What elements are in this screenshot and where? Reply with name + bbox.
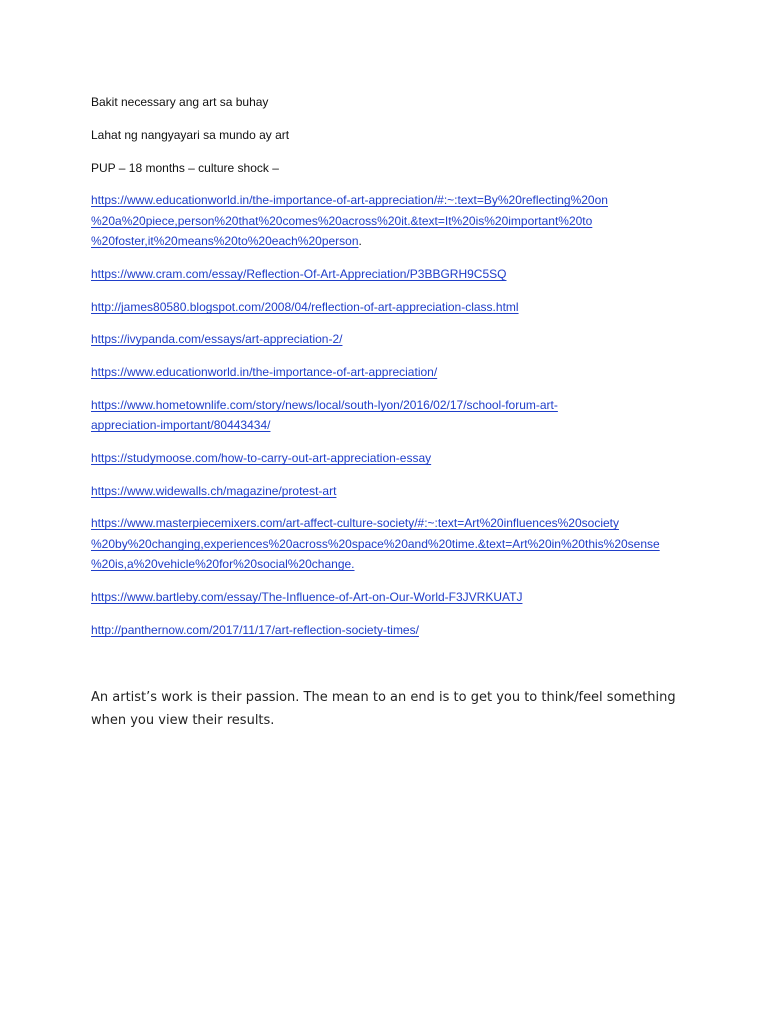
link-educationworld-full[interactable]: https://www.educationworld.in/the-importance-of-art-appreciation/#:~:text=By%20reflecting%20on — [91, 193, 608, 207]
heading-pup: PUP – 18 months – culture shock – — [91, 161, 279, 175]
link-panthernow[interactable]: http://panthernow.com/2017/11/17/art-reflection-society-times/ — [91, 623, 419, 637]
link-educationworld-full[interactable]: %20foster,it%20means%20to%20each%20person — [91, 234, 359, 248]
link-blogspot[interactable]: http://james80580.blogspot.com/2008/04/reflection-of-art-appreciation-class.html — [91, 300, 519, 314]
link-bartleby[interactable]: https://www.bartleby.com/essay/The-Influence-of-Art-on-Our-World-F3JVRKUATJ — [91, 590, 523, 604]
link-educationworld-full[interactable]: %20a%20piece,person%20that%20comes%20across%20it.&text=It%20is%20important%20to — [91, 214, 593, 228]
link-ivypanda[interactable]: https://ivypanda.com/essays/art-appreciation-2/ — [91, 332, 343, 346]
link-masterpiecemixers[interactable]: %20is,a%20vehicle%20for%20social%20change. — [91, 557, 355, 571]
heading-lahat: Lahat ng nangyayari sa mundo ay art — [91, 128, 290, 142]
link-hometownlife[interactable]: appreciation-important/80443434/ — [91, 418, 271, 432]
link-widewalls[interactable]: https://www.widewalls.ch/magazine/protest-art — [91, 484, 337, 498]
trailing-period: . — [358, 234, 362, 248]
link-hometownlife[interactable]: https://www.hometownlife.com/story/news/local/south-lyon/2016/02/17/school-forum-art- — [91, 398, 558, 412]
link-studymoose[interactable]: https://studymoose.com/how-to-carry-out-art-appreciation-essay — [91, 451, 432, 465]
link-masterpiecemixers[interactable]: %20by%20changing,experiences%20across%20space%20and%20time.&text=Art%20in%20this%20sense — [91, 537, 660, 551]
link-masterpiecemixers[interactable]: https://www.masterpiecemixers.com/art-affect-culture-society/#:~:text=Art%20influences%20society — [91, 516, 619, 530]
paragraph-line-1: An artist’s work is their passion. The mean to an end is to get you to think/feel something — [91, 690, 676, 705]
link-educationworld[interactable]: https://www.educationworld.in/the-importance-of-art-appreciation/ — [91, 365, 438, 379]
paragraph-line-2: when you view their results. — [91, 713, 275, 728]
link-educationworld-full-line3 — [91, 231, 362, 251]
link-cram[interactable]: https://www.cram.com/essay/Reflection-Of-Art-Appreciation/P3BBGRH9C5SQ — [91, 267, 507, 281]
heading-bakit: Bakit necessary ang art sa buhay — [91, 95, 269, 109]
